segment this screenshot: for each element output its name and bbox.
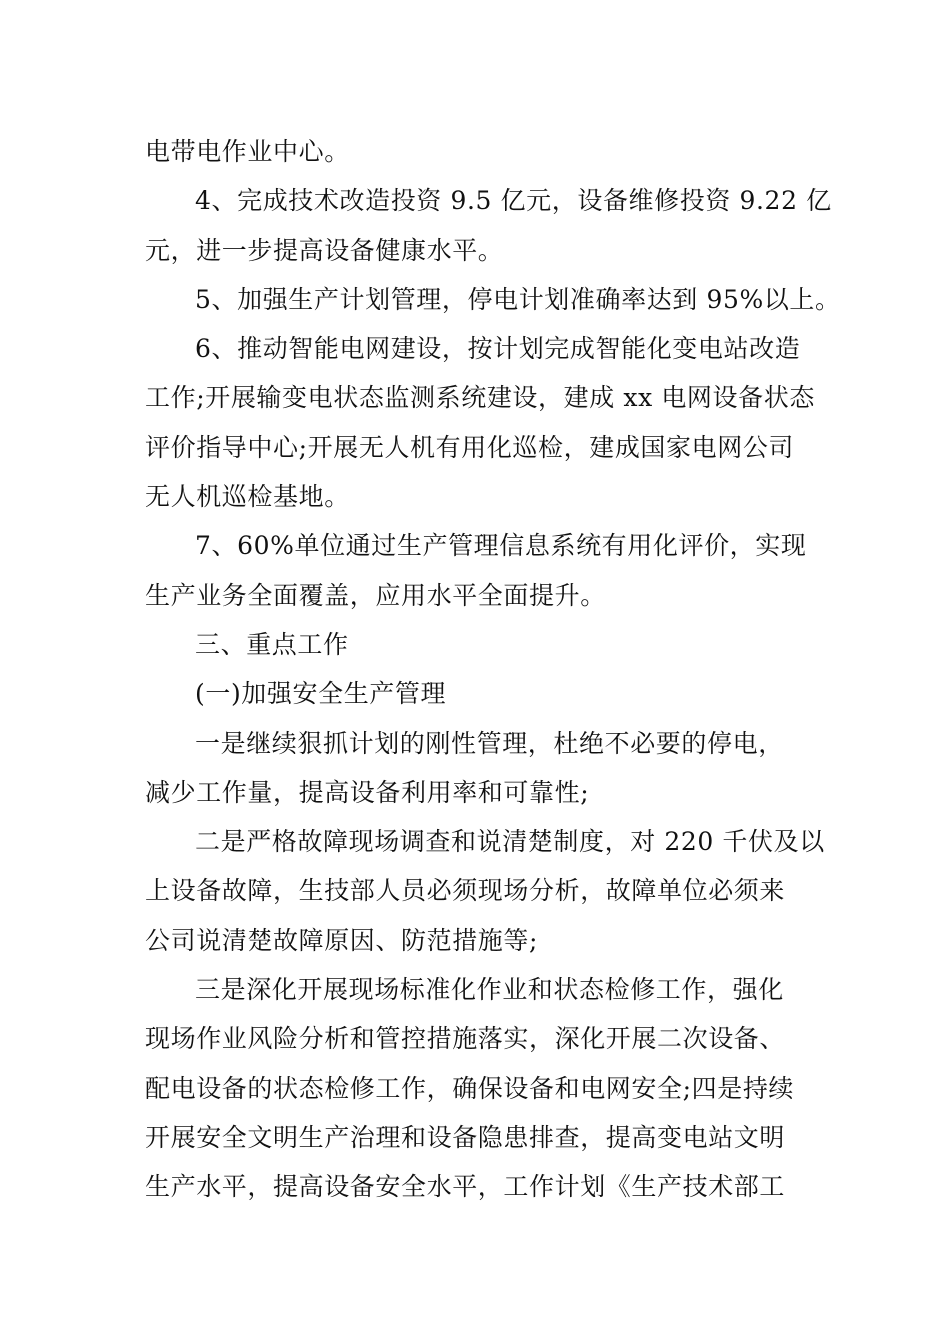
text-line: 5、加强生产计划管理，停电计划准确率达到 95%以上。 [195,284,841,314]
text-line: 三是深化开展现场标准化作业和状态检修工作，强化 [195,975,784,1005]
text-line: 生产业务全面覆盖，应用水平全面提升。 [145,580,606,610]
text-line: 公司说清楚故障原因、防范措施等; [145,925,539,955]
text-line: 电带电作业中心。 [145,137,350,166]
text-line: 一是继续狠抓计划的刚性管理，杜绝不必要的停电， [195,728,784,758]
text-line: 无人机巡检基地。 [145,482,350,512]
document-body [145,127,841,1212]
section-heading: 三、重点工作 [195,629,349,659]
text-line: 减少工作量，提高设备利用率和可靠性; [145,777,590,807]
text-line: 二是严格故障现场调查和说清楚制度，对 220 千伏及以 [195,827,825,857]
text-line: 评价指导中心;开展无人机有用化巡检，建成国家电网公司 [145,432,795,462]
text-line: 生产水平，提高设备安全水平，工作计划《生产技术部工 [145,1172,786,1202]
text-line: 配电设备的状态检修工作，确保设备和电网安全;四是持续 [145,1073,795,1103]
text-line: 现场作业风险分析和管控措施落实，深化开展二次设备、 [145,1024,786,1054]
text-line: 元，进一步提高设备健康水平。 [145,235,504,265]
text-line: 4、完成技术改造投资 9.5 亿元，设备维修投资 9.22 亿 [195,186,832,216]
text-line: 上设备故障，生技部人员必须现场分析，故障单位必须来 [145,876,786,906]
text-line: 开展安全文明生产治理和设备隐患排查，提高变电站文明 [145,1122,786,1152]
text-line: 工作;开展输变电状态监测系统建设，建成 xx 电网设备状态 [145,383,815,413]
subsection-heading: (一)加强安全生产管理 [195,679,447,709]
text-line: 6、推动智能电网建设，按计划完成智能化变电站改造 [195,334,801,364]
text-line: 7、60%单位通过生产管理信息系统有用化评价，实现 [195,531,807,561]
